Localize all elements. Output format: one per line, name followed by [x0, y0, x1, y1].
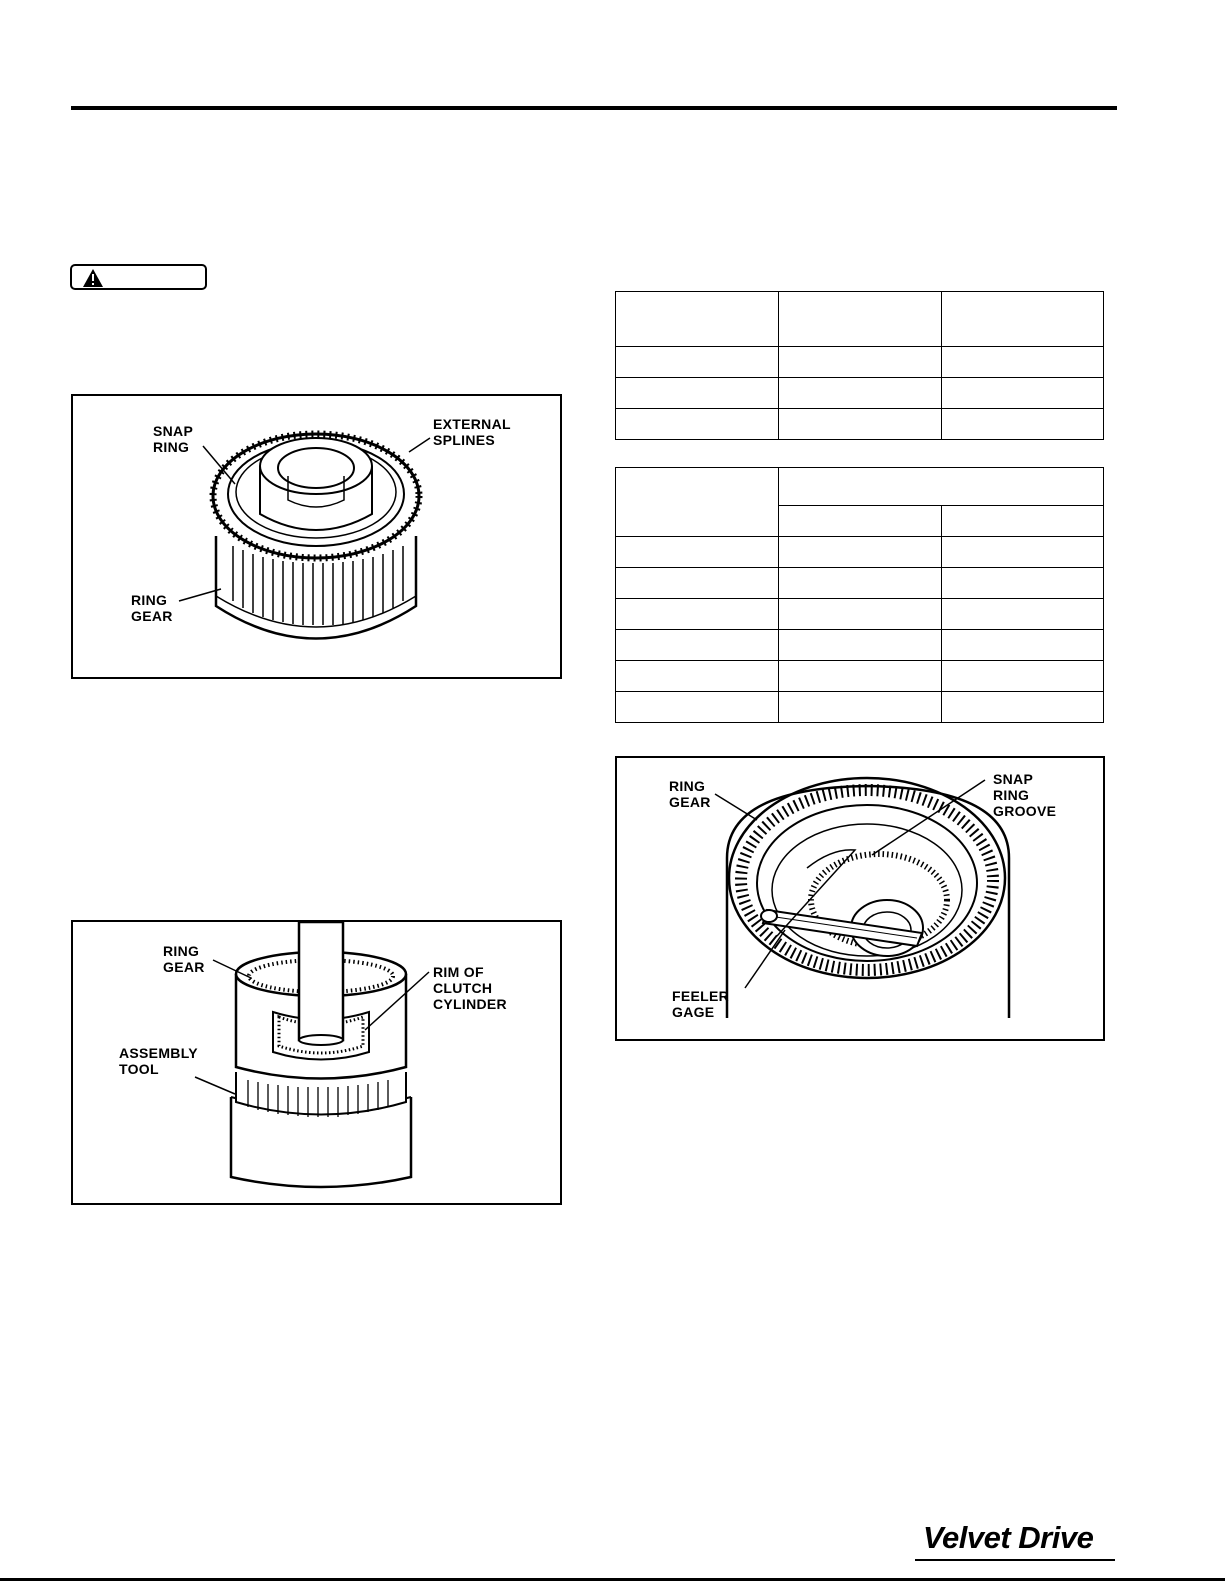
table-cell	[942, 378, 1104, 409]
table-cell	[616, 468, 779, 537]
table-cell	[616, 630, 779, 661]
table-cell	[616, 661, 779, 692]
table-row	[616, 692, 1104, 723]
table-cell	[616, 292, 779, 347]
table-cell	[942, 537, 1104, 568]
table-cell	[942, 661, 1104, 692]
table-cell	[779, 599, 942, 630]
table-1	[615, 291, 1104, 440]
table-row	[616, 537, 1104, 568]
callout-assembly-tool: ASSEMBLY TOOL	[119, 1045, 198, 1077]
table-cell	[616, 568, 779, 599]
warning-box	[70, 264, 207, 290]
figure-ring-gear-snap-ring	[71, 394, 562, 679]
table-row	[616, 599, 1104, 630]
table-cell	[942, 292, 1104, 347]
table-row	[616, 378, 1104, 409]
table-cell	[942, 568, 1104, 599]
table-cell	[779, 292, 942, 347]
table-cell	[942, 599, 1104, 630]
figure-assembly-tool	[71, 920, 562, 1205]
footer-rule	[0, 1578, 1225, 1581]
callout-feeler-gage: FEELER GAGE	[672, 988, 730, 1020]
table-cell	[616, 409, 779, 440]
table-cell	[779, 378, 942, 409]
table-row	[616, 630, 1104, 661]
velvet-drive-logo	[915, 1520, 1120, 1568]
header-rule	[71, 106, 1117, 110]
table-cell	[779, 661, 942, 692]
callout-snap-ring-groove: SNAP RING GROOVE	[993, 771, 1057, 819]
table-cell	[779, 692, 942, 723]
table-row	[616, 409, 1104, 440]
logo-underline	[915, 1559, 1115, 1561]
callout-ring-gear: RING GEAR	[163, 943, 205, 975]
figure-feeler-gage	[615, 756, 1105, 1041]
table-cell	[779, 409, 942, 440]
table-cell	[779, 568, 942, 599]
callout-ring-gear: RING GEAR	[669, 778, 711, 810]
table-cell	[942, 409, 1104, 440]
table-cell	[779, 468, 1104, 506]
table-cell	[942, 692, 1104, 723]
table-row	[616, 347, 1104, 378]
table-row	[616, 661, 1104, 692]
table-cell	[616, 537, 779, 568]
table-cell	[616, 378, 779, 409]
callout-snap-ring: SNAP RING	[153, 423, 194, 455]
table-cell	[779, 506, 942, 537]
table-cell	[942, 506, 1104, 537]
table-cell	[942, 347, 1104, 378]
table-header-row	[616, 292, 1104, 347]
table-cell	[616, 347, 779, 378]
table-cell	[942, 630, 1104, 661]
table-2	[615, 467, 1104, 723]
logo-text: Velvet Drive	[923, 1520, 1094, 1555]
table-cell	[616, 692, 779, 723]
table-header-row	[616, 468, 1104, 506]
table-row	[616, 568, 1104, 599]
callout-external-splines: EXTERNAL SPLINES	[433, 416, 511, 448]
table-cell	[779, 347, 942, 378]
callout-rim-of-clutch-cylinder: RIM OF CLUTCH CYLINDER	[433, 964, 507, 1012]
callout-ring-gear: RING GEAR	[131, 592, 173, 624]
table-cell	[779, 537, 942, 568]
table-cell	[779, 630, 942, 661]
warning-triangle-icon	[82, 268, 104, 288]
table-cell	[616, 599, 779, 630]
